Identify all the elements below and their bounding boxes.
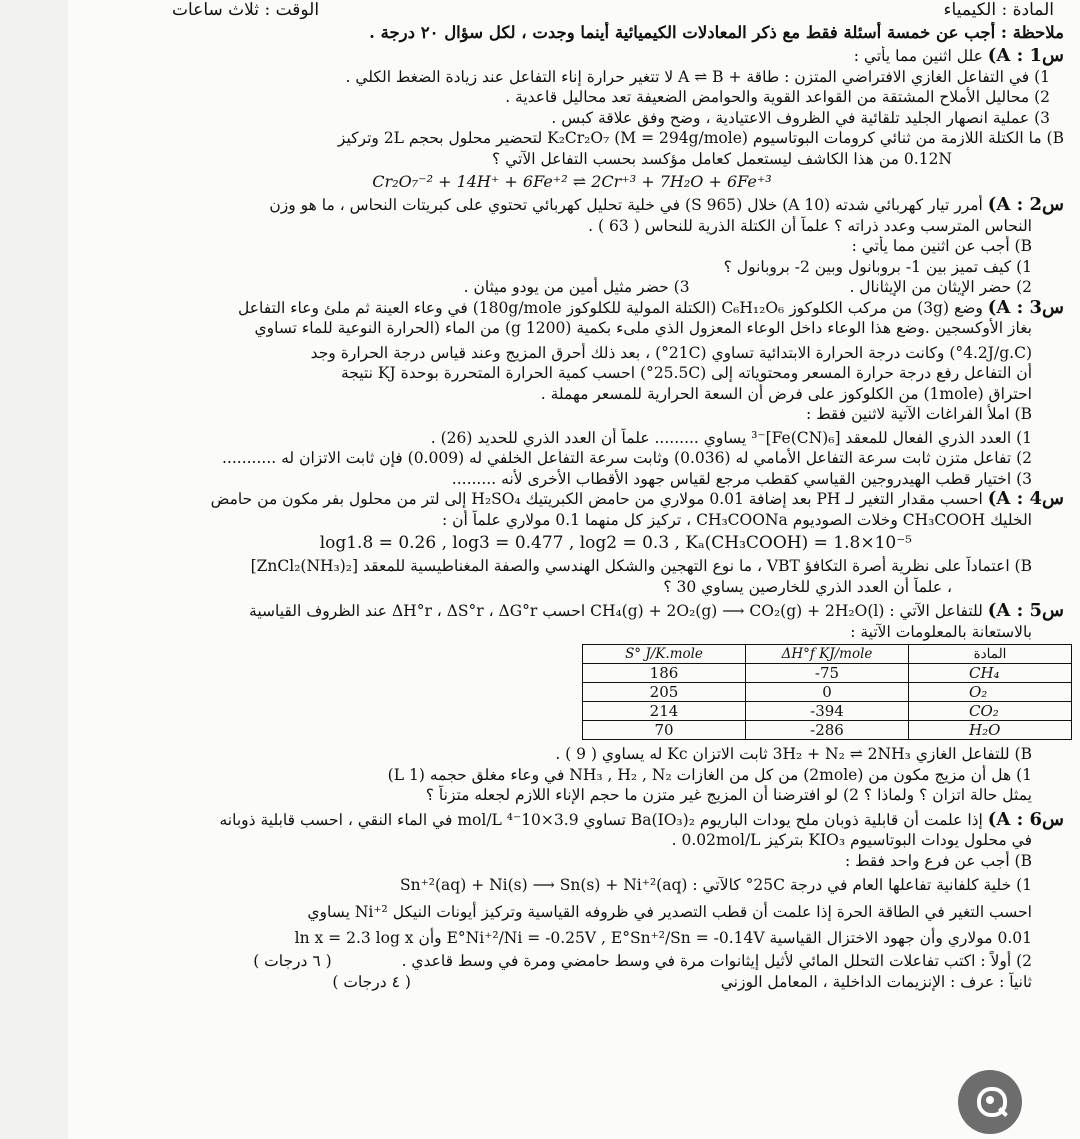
q3-part-b-item-2: 2) تفاعل متزن ثابت سرعة التفاعل الأمامي له (0.036) وثابت سرعة التفاعل الخلفي له (0.009) فإن ثابت الاتزان له ........... <box>221 449 1032 467</box>
q2-part-b-item-2: 2) حضر الإيثان من الإيثانال . <box>849 278 1032 296</box>
q6-part-b-line-3: 0.01 مولاري وأن جهود الاختزال القياسية E°Ni⁺²/Ni = -0.25V , E°Sn⁺²/Sn = -0.14V وأن ln x = 2.3 log x <box>294 929 1032 947</box>
q6-part-b-item-2: 2) أولاً : اكتب تفاعلات التحلل المائي لأثيل إيثانوات مرة في وسط حامضي ومرة في وسط قاعدي . <box>401 952 1032 970</box>
exam-sheet <box>72 0 1072 1139</box>
q6-item-2b-marks: ( ٤ درجات ) <box>332 972 411 991</box>
q6-label: س6 : A) <box>987 809 1064 830</box>
q3-heading <box>72 298 1072 319</box>
q3-part-a-line-2: بغاز الأوكسجين .وضع هذا الوعاء داخل الوعاء المعزول الذي ملىء بكمية (1200 g) من الماء (الحرارة النوعية للماء تساوي <box>254 319 1032 337</box>
q5-part-a-line-1: للتفاعل الآتي : CH₄(g) + 2O₂(g) ⟶ CO₂(g) + 2H₂O(l) احسب ΔH°r ، ΔS°r ، ΔG°r عند الظروف القياسية <box>249 602 983 620</box>
q2-part-b-intro: B) أجب عن اثنين مما يأتي : <box>851 237 1032 255</box>
table-cell: O₂ <box>909 683 1072 702</box>
q6-part-a-line-1: إذا علمت أن قابلية ذوبان ملح يودات الباريوم Ba(IO₃)₂ تساوي 3.9×10⁻⁴ mol/L في الماء النقي ، احسب قابلية ذوبانه <box>219 810 983 829</box>
q3-part-a-line-4: أن التفاعل رفع درجة حرارة المسعر ومحتوياته إلى (25.5C°) احسب كمية الحرارة المتحررة بوحدة KJ نتيجة <box>340 364 1032 382</box>
table-cell: H₂O <box>909 721 1072 740</box>
q4-part-a-line-1: احسب مقدار التغير لـ PH بعد إضافة 0.01 مولاري من حامض الكبريتيك H₂SO₄ إلى لتر من محلول بفر مكون من حامض <box>210 490 983 508</box>
table-header-row <box>583 645 1072 664</box>
q6-part-b-item-1: 1) خلية كلفانية تفاعلها العام في درجة 25C° كالآتي : Sn⁺²(aq) + Ni(s) ⟶ Sn(s) + Ni⁺²(aq) <box>400 876 1032 894</box>
q1-intro: علل اثنين مما يأتي : <box>853 47 983 65</box>
q4-log-values: log1.8 = 0.26 , log3 = 0.477 , log2 = 0.3 , Kₐ(CH₃COOH) = 1.8×10⁻⁵ <box>319 533 912 553</box>
table-cell: CH₄ <box>909 664 1072 683</box>
lens-handle <box>998 1107 1008 1117</box>
q2-heading <box>72 195 1072 216</box>
table-row <box>583 702 1072 721</box>
page-edge <box>0 0 68 1139</box>
q2-label: س2 : A) <box>987 195 1064 215</box>
q5-label: س5 : A) <box>987 601 1064 621</box>
q3-part-b-item-3: 3) اختيار قطب الهيدروجين القياسي كقطب مرجع لقياس جهود الأقطاب الأخرى لأنه ......... <box>451 469 1032 488</box>
q2-part-a-line-1: أمرر تيار كهربائي شدته (10 A) خلال (965 S) في خلية تحليل كهربائي تحتوي على كبريتات النحاس ، ما هو وزن <box>269 196 983 214</box>
q5-part-b-line-1: B) للتفاعل الغازي 3H₂ + N₂ ⇌ 2NH₃ ثابت الاتزان Kc له يساوي ( 9 ) . <box>555 745 1032 763</box>
exam-header <box>72 0 1072 22</box>
table-header-enthalpy: ΔH°f KJ/mole <box>746 645 909 664</box>
table-cell: 70 <box>583 721 746 740</box>
q4-part-b-line-2: ، علماً أن العدد الذري للخارصين يساوي 30 ؟ <box>663 577 952 596</box>
q1-label: س1 : A) <box>987 46 1064 66</box>
q3-part-b-item-1: 1) العدد الذري الفعال للمعقد [Fe(CN)₆]⁻³ يساوي ......... علماً أن العدد الذري للحديد (26) . <box>430 428 1032 447</box>
instructions-note: ملاحظة : أجب عن خمسة أسئلة فقط مع ذكر المعادلات الكيميائية أينما وجدت ، لكل سؤال ٢٠ درجة . <box>369 23 1064 42</box>
q3-part-a-line-3: (4.2J/g.C°) وكانت درجة الحرارة الابتدائية تساوي (21C°) ، بعد ذلك أحرق المزيج وعند قياس درجة الحرارة وجد <box>310 343 1032 362</box>
table-cell: -394 <box>746 702 909 721</box>
q4-part-b-line-1: B) اعتماداً على نظرية أصرة التكافؤ VBT ، ما نوع التهجين والشكل الهندسي والصفة المغناطيسية للمعقد [ZnCl₂(NH₃)₂] <box>250 557 1032 575</box>
q2-part-b-item-3: 3) حضر مثيل أمين من يودو ميثان . <box>463 278 690 296</box>
subject-label: المادة : الكيمياء <box>943 0 1054 20</box>
q6-part-a-line-2: في محلول يودات البوتاسيوم KIO₃ بتركيز 0.02mol/L . <box>671 831 1032 849</box>
q6-heading <box>72 810 1072 831</box>
q5-part-b-line-3: يمثل حالة اتزان ؟ ولماذا ؟ 2) لو افترضنا أن المزيج غير متزن ما حجم الإناء اللازم لجعله متزناً ؟ <box>425 786 1032 804</box>
q3-label: س3 : A) <box>987 297 1064 318</box>
q4-part-a-line-2: الخليك CH₃COOH وخلات الصوديوم CH₃COONa ، تركيز كل منهما 0.1 مولاري علماً أن : <box>441 510 1032 529</box>
table-cell: 0 <box>746 683 909 702</box>
table-cell: 214 <box>583 702 746 721</box>
lens-dot <box>986 1096 994 1104</box>
table-row <box>583 721 1072 740</box>
q1-item-1: 1) في التفاعل الغازي الافتراضي المتزن : طاقة + A ⇌ B لا تتغير حرارة إناء التفاعل عند زيادة الضغط الكلي . <box>345 67 1050 86</box>
q1-item-2: 2) محاليل الأملاح المشتقة من القواعد القوية والحوامض الضعيفة تعد محاليل قاعدية . <box>505 88 1050 106</box>
q2-part-b-item-1: 1) كيف تميز بين 1- بروبانول وبين 2- بروبانول ؟ <box>723 257 1032 276</box>
q6-part-b-line-2: احسب التغير في الطاقة الحرة إذا علمت أن قطب التصدير في ظروفه القياسية وتركيز أيونات النيكل Ni⁺² يساوي <box>307 903 1032 921</box>
table-header-substance: المادة <box>909 645 1072 664</box>
q4-label: س4 : A) <box>987 489 1064 509</box>
q1-part-b-line-1: B) ما الكتلة اللازمة من ثنائي كرومات البوتاسيوم K₂Cr₂O₇ (M = 294g/mole) لتحضير محلول بحجم 2L وتركيز <box>337 129 1064 147</box>
table-cell: 186 <box>583 664 746 683</box>
q6-item-2-marks: ( ٦ درجات ) <box>253 952 332 970</box>
q1-part-b-line-2: 0.12N من هذا الكاشف ليستعمل كعامل مؤكسد بحسب التفاعل الآتي ؟ <box>492 149 952 168</box>
q6-part-b-intro: B) أجب عن فرع واحد فقط : <box>844 851 1032 870</box>
q1-heading <box>72 46 1072 67</box>
table-cell: -286 <box>746 721 909 740</box>
q3-part-b-intro: B) املأ الفراغات الآتية لاثنين فقط : <box>806 405 1032 423</box>
q5-part-a-line-2: بالاستعانة بالمعلومات الآتية : <box>850 622 1032 641</box>
q1-item-3: 3) عملية انصهار الجليد تلقائية في الظروف الاعتيادية ، وضح وفق علاقة كبس . <box>551 108 1050 127</box>
q5-heading <box>72 601 1072 622</box>
table-header-entropy: S° J/K.mole <box>583 645 746 664</box>
table-row <box>583 683 1072 702</box>
q3-part-a-line-1: وضع (3g) من مركب الكلوكوز C₆H₁₂O₆ (الكتلة المولية للكلوكوز 180g/mole) في وعاء العينة ثم ملئ وعاء التفاعل <box>238 298 983 317</box>
q6-part-b-item-2b-row <box>72 972 1072 993</box>
time-label: الوقت : ثلاث ساعات <box>172 0 320 20</box>
table-cell: CO₂ <box>909 702 1072 721</box>
q1-equation: Cr₂O₇⁻² + 14H⁺ + 6Fe⁺² ⇌ 2Cr⁺³ + 7H₂O + 6Fe⁺³ <box>372 172 772 191</box>
q5-part-b-line-2: 1) هل أن مزيج مكون من (2mole) من كل من الغازات NH₃ , H₂ , N₂ في وعاء مغلق حجمه (1 L) <box>387 765 1032 784</box>
q2-part-b-items-2-3 <box>72 277 1072 298</box>
q6-part-b-item-2b: ثانياً : عرف : الإنزيمات الداخلية ، المعامل الوزني <box>720 972 1032 991</box>
thermo-data-table <box>582 644 1072 740</box>
q2-part-a-line-2: النحاس المترسب وعدد ذراته ؟ علماً أن الكتلة الذرية للنحاس ( 63 ) . <box>588 216 1032 235</box>
q3-part-a-line-5: احتراق (1mole) من الكلوكوز على فرض أن السعة الحرارية للمسعر مهملة . <box>540 384 1032 403</box>
table-cell: -75 <box>746 664 909 683</box>
table-row <box>583 664 1072 683</box>
table-cell: 205 <box>583 683 746 702</box>
q6-part-b-item-2-row <box>72 951 1072 972</box>
q4-heading <box>72 489 1072 510</box>
lens-search-icon[interactable] <box>958 1070 1022 1134</box>
